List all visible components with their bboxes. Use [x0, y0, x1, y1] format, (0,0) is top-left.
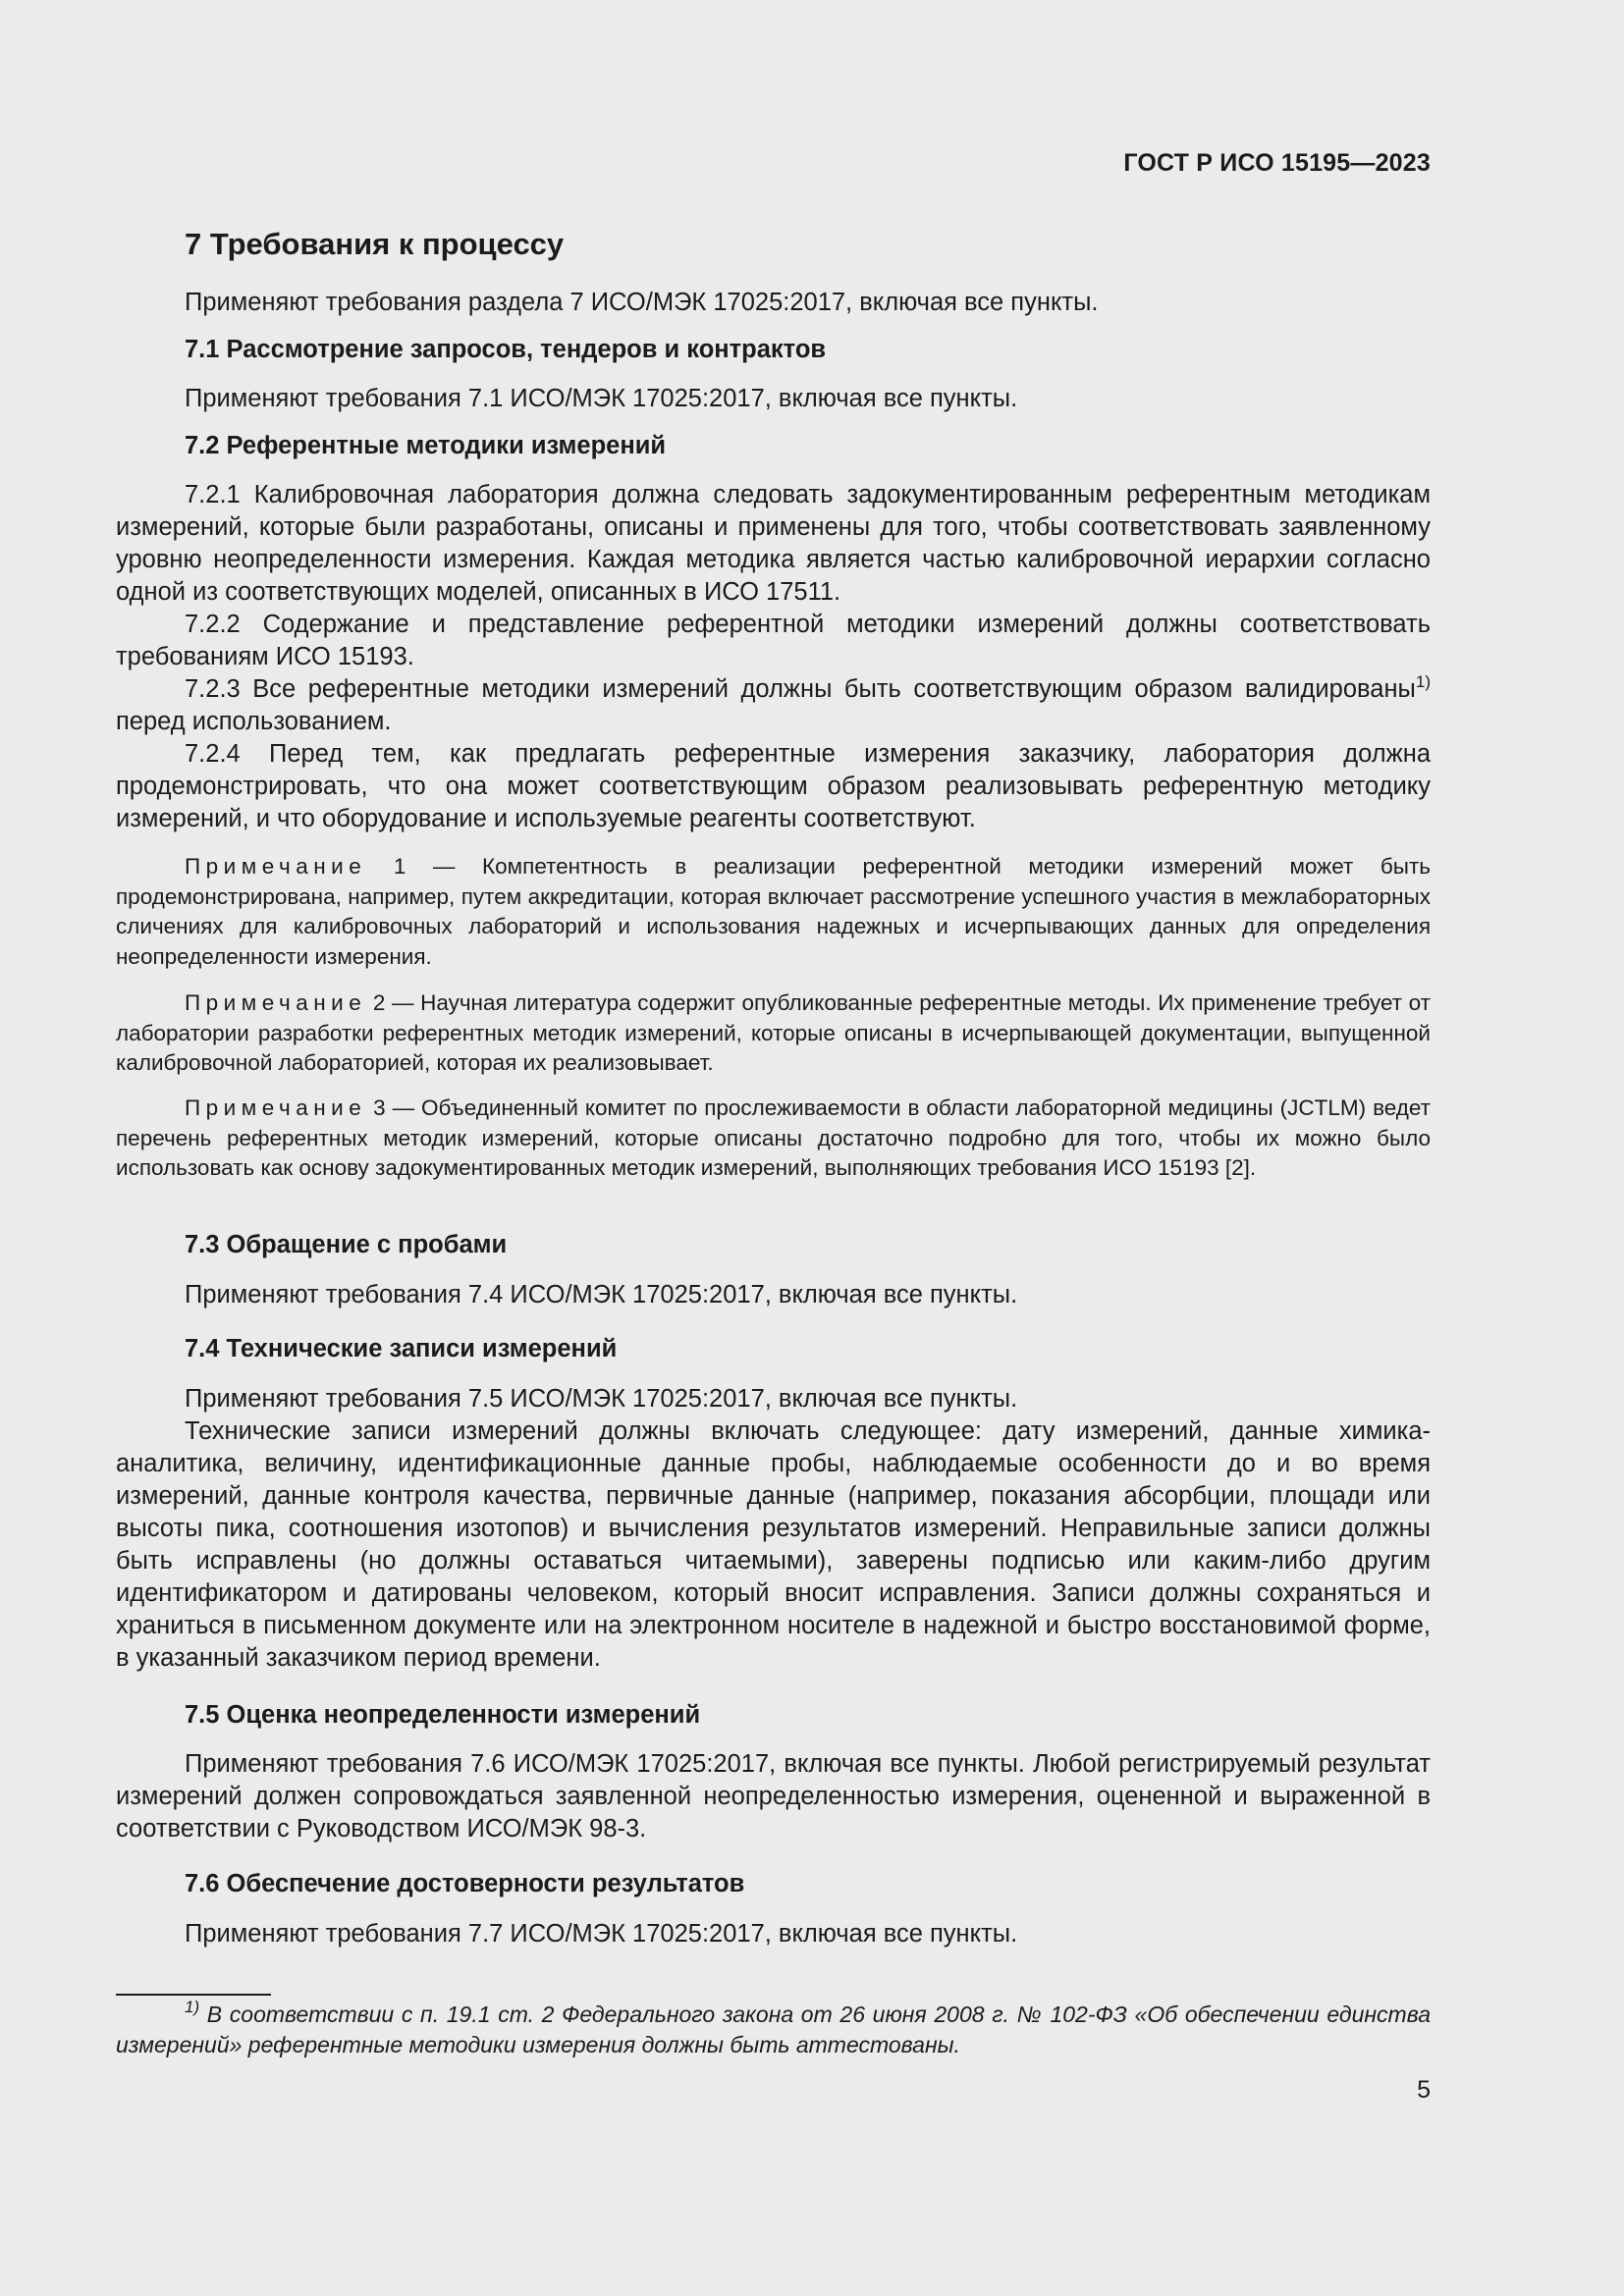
clause-7-2-3-text: 7.2.3 Все референтные методики измерений должны быть соответствующим образом валидированы — [185, 675, 1416, 703]
footnote-separator — [116, 1994, 271, 1996]
footnote-text: В соответствии с п. 19.1 ст. 2 Федерального закона от 26 июня 2008 г. № 102-ФЗ «Об обеспечении единства измерений» референтные методики измерения должны быть аттестованы. — [116, 2002, 1431, 2057]
section-7-intro-text: Применяют требования раздела 7 ИСО/МЭК 17025:2017, включая все пункты. — [185, 289, 1099, 316]
footnote-reference: 1) — [1415, 672, 1431, 691]
section-7-1-text: Применяют требования 7.1 ИСО/МЭК 17025:2017, включая все пункты. — [185, 385, 1018, 412]
section-7-heading: 7 Требования к процессу — [185, 227, 565, 261]
note-3 — [116, 1094, 1431, 1184]
clause-7-2-2: 7.2.2 Содержание и представление референтной методики измерений должны соответствовать требованиям ИСО 15193. — [116, 611, 1431, 670]
section-7-5-body — [116, 1748, 1431, 1845]
clause-7-2-4: 7.2.4 Перед тем, как предлагать референтные измерения заказчику, лаборатория должна продемонстрировать, что она может соответствующим образом реализовывать референтную методику измерений, и что оборудование и используемые реагенты соответствуют. — [116, 740, 1431, 832]
footnote — [116, 2000, 1431, 2060]
section-7-1-body — [116, 383, 1431, 415]
note-2 — [116, 988, 1431, 1079]
section-7-5-heading: 7.5 Оценка неопределенности измерений — [185, 1701, 701, 1729]
standard-designation: ГОСТ Р ИСО 15195—2023 — [1123, 149, 1431, 177]
note-1-text: 1 — Компетентность в реализации референтной методики измерений может быть продемонстрирована, например, путем аккредитации, которая включает рассмотрение успешного участия в межлабораторных сличениях для калибровочных лабораторий и использования надежных и исчерпывающих данных для определения неопределенности измерения. — [116, 854, 1431, 969]
section-7-6-body — [116, 1918, 1431, 1950]
section-7-3-body — [116, 1279, 1431, 1311]
section-7-2-body — [116, 479, 1431, 835]
section-7-4-intro: Применяют требования 7.5 ИСО/МЭК 17025:2017, включая все пункты. — [185, 1385, 1018, 1413]
note-2-label: Примечание — [185, 990, 367, 1015]
section-7-3-text: Применяют требования 7.4 ИСО/МЭК 17025:2017, включая все пункты. — [185, 1281, 1018, 1308]
note-2-text: 2 — Научная литература содержит опубликованные референтные методы. Их применение требует от лаборатории разработки референтных методик измерений, которые описаны в исчерпывающей документации, выпущенной калибровочной лабораторией, которая их реализовывает. — [116, 990, 1431, 1075]
section-7-3-heading: 7.3 Обращение с пробами — [185, 1231, 508, 1258]
note-3-label: Примечание — [185, 1095, 367, 1120]
section-7-2-heading: 7.2 Референтные методики измерений — [185, 432, 667, 459]
page-number: 5 — [1417, 2076, 1431, 2104]
section-7-4-records-text: Технические записи измерений должны включать следующее: дату измерений, данные химика-аналитика, величину, идентификационные данные пробы, наблюдаемые особенности до и во время измерений, данные контроля качества, первичные данные (например, показания абсорбции, площади или высоты пика, соотношения изотопов) и вычисления результатов измерений. Неправильные записи должны быть исправлены (но должны оставаться читаемыми), заверены подписью или каким-либо другим идентификатором и датированы человеком, который вносит исправления. Записи должны сохраняться и храниться в письменном документе или на электронном носителе в надежной и быстро восстановимой форме, в указанный заказчиком период времени. — [116, 1417, 1431, 1672]
section-7-6-text: Применяют требования 7.7 ИСО/МЭК 17025:2017, включая все пункты. — [185, 1920, 1018, 1948]
clause-7-2-1: 7.2.1 Калибровочная лаборатория должна следовать задокументированным референтным методикам измерений, которые были разработаны, описаны и применены для того, чтобы соответствовать заявленному уровню неопределенности измерения. Каждая методика является частью калибровочной иерархии согласно одной из соответствующих моделей, описанных в ИСО 17511. — [116, 481, 1431, 606]
section-7-4-heading: 7.4 Технические записи измерений — [185, 1335, 618, 1362]
clause-7-2-3-tail: перед использованием. — [116, 708, 392, 735]
clause-7-2-3 — [116, 673, 1431, 738]
note-3-text: 3 — Объединенный комитет по прослеживаемости в области лабораторной медицины (JCTLM) ведет перечень референтных методик измерений, которые описаны достаточно подробно для того, чтобы их можно было использовать как основу задокументированных методик измерений, выполняющих требования ИСО 15193 [2]. — [116, 1095, 1431, 1180]
section-7-1-heading: 7.1 Рассмотрение запросов, тендеров и контрактов — [185, 336, 827, 363]
section-7-intro — [116, 287, 1431, 319]
section-7-6-heading: 7.6 Обеспечение достоверности результатов — [185, 1870, 745, 1897]
section-7-4-body — [116, 1383, 1431, 1675]
footnote-marker: 1) — [185, 1998, 200, 2016]
note-1 — [116, 852, 1431, 972]
section-7-5-text: Применяют требования 7.6 ИСО/МЭК 17025:2017, включая все пункты. Любой регистрируемый результат измерений должен сопровождаться заявленной неопределенностью измерения, оцененной и выраженной в соответствии с Руководством ИСО/МЭК 98-3. — [116, 1750, 1431, 1842]
note-1-label: Примечание — [185, 854, 367, 879]
